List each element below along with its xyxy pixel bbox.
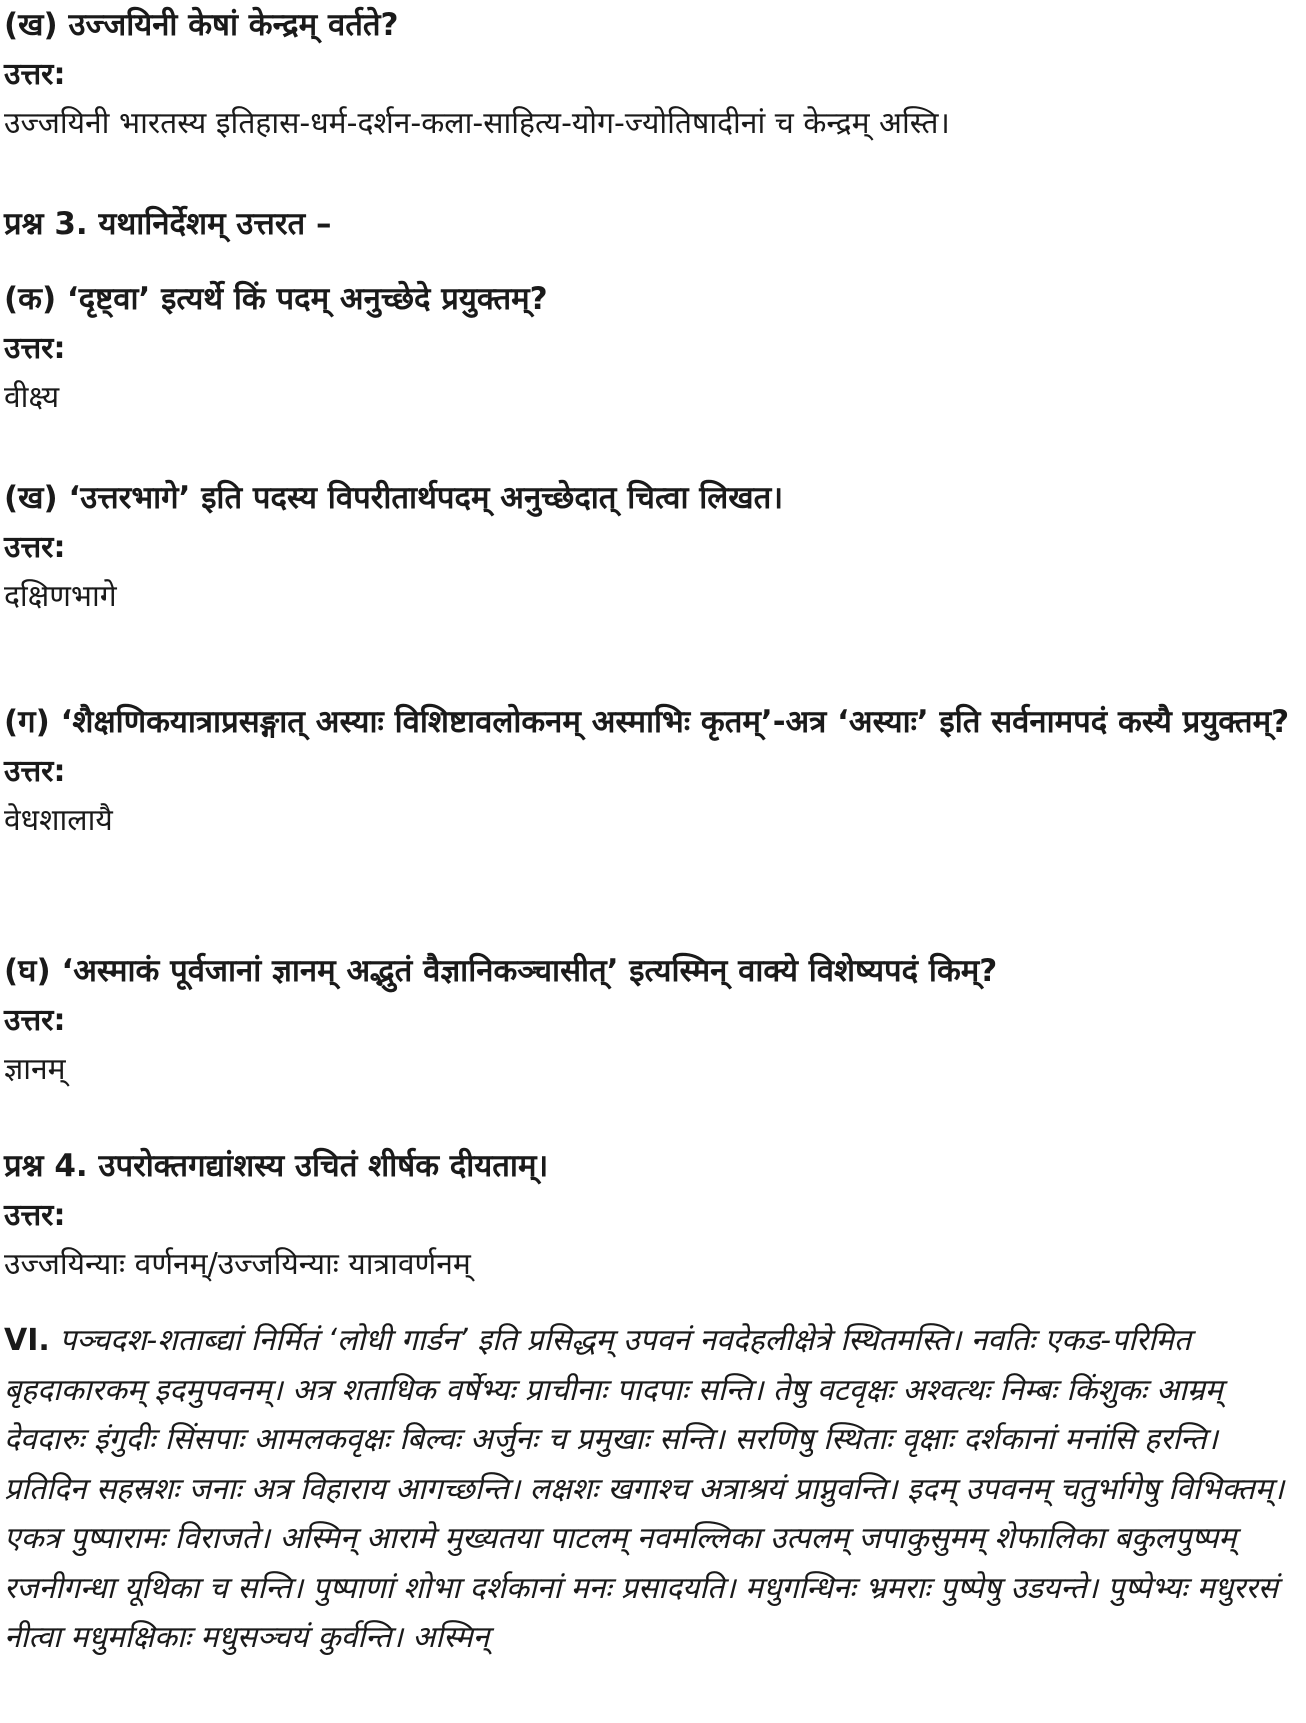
answer-label: उत्तर: [4, 754, 66, 789]
question-block [4, 0, 1300, 148]
question-text: (ग) ‘शैक्षणिकयात्राप्रसङ्गात् अस्याः विशिष्टावलोकनम् अस्माभिः कृतम्’-अत्र ‘अस्याः’ इति सर्वनामपदं कस्यै प्रयुक्तम्? [4, 704, 1290, 740]
question-block [4, 1141, 1300, 1289]
answer-text: दक्षिणभागे [4, 579, 117, 614]
question-block [4, 946, 1300, 1094]
question-block [4, 274, 1300, 422]
passage-text: पञ्चदश-शताब्द्यां निर्मितं ‘लोधी गार्डन’ इति प्रसिद्धम् उपवनं नवदेहलीक्षेत्रे स्थितमस्ति। नवतिः एकड-परिमित बृहदाकारकम् इदमुपवनम्। अत्र शताधिक वर्षेभ्यः प्राचीनाः पादपाः सन्ति। तेषु वटवृक्षः अश्वत्थः निम्बः किंशुकः आम्रम् देवदारुः इंगुदीः सिंसपाः आमलकवृक्षः बिल्वः अर्जुनः च प्रमुखाः सन्ति। सरणिषु स्थिताः वृक्षाः दर्शकानां मनांसि हरन्ति। प्रतिदिन सहस्रशः जनाः अत्र विहाराय आगच्छन्ति। लक्षशः खगाश्च अत्राश्रयं प्राप्नुवन्ति। इदम् उपवनम् चतुर्भागेषु विभिक्तम्। एकत्र पुष्पारामः विराजते। अस्मिन् आरामे मुख्यतया पाटलम् नवमल्लिका उत्पलम् जपाकुसुमम् शेफालिका बकुलपुष्पम् रजनीगन्धा यूथिका च सन्ति। पुष्पाणां शोभा दर्शकानां मनः प्रसादयति। मधुगन्धिनः भ्रमराः पुष्पेषु उडयन्ते। पुष्पेभ्यः मधुररसं नीत्वा मधुमक्षिकाः मधुसञ्चयं कुर्वन्ति। अस्मिन् [4, 1323, 1285, 1655]
answer-label: उत्तर: [4, 331, 66, 366]
answer-label: उत्तर: [4, 530, 66, 565]
section-heading: प्रश्न 3. यथानिर्देशम् उत्तरत – [4, 206, 332, 242]
answer-label: उत्तर: [4, 1003, 66, 1038]
answer-label: उत्तर: [4, 57, 66, 92]
question-text: (घ) ‘अस्माकं पूर्वजानां ज्ञानम् अद्भुतं वैज्ञानिकञ्चासीत्’ इत्यस्मिन् वाक्ये विशेष्यपदं किम्? [4, 953, 998, 989]
answer-text: ज्ञानम् [4, 1052, 66, 1087]
question-block [4, 697, 1300, 845]
question-text: (ख) ‘उत्तरभागे’ इति पदस्य विपरीतार्थपदम् अनुच्छेदात् चित्वा लिखत। [4, 480, 784, 516]
passage-paragraph [4, 1316, 1300, 1663]
section-heading: प्रश्न 4. उपरोक्तगद्यांशस्य उचितं शीर्षक दीयताम्। [4, 1148, 549, 1184]
question-block [4, 473, 1300, 621]
question-text: (ख) उज्जयिनी केषां केन्द्रम् वर्तते? [4, 7, 399, 43]
answer-label: उत्तर: [4, 1198, 66, 1233]
answer-text: वेधशालायै [4, 803, 113, 838]
question-text: (क) ‘दृष्ट्वा’ इत्यर्थे किं पदम् अनुच्छेदे प्रयुक्तम्? [4, 281, 548, 317]
answer-text: उज्जयिनी भारतस्य इतिहास-धर्म-दर्शन-कला-साहित्य-योग-ज्योतिषादीनां च केन्द्रम् अस्ति। [4, 106, 950, 141]
answer-text: वीक्ष्य [4, 380, 60, 415]
answer-text: उज्जयिन्याः वर्णनम्/उज्जयिन्याः यात्रावर्णनम् [4, 1247, 471, 1282]
passage-number: VI. [4, 1323, 50, 1358]
section-heading-block [4, 199, 1300, 249]
